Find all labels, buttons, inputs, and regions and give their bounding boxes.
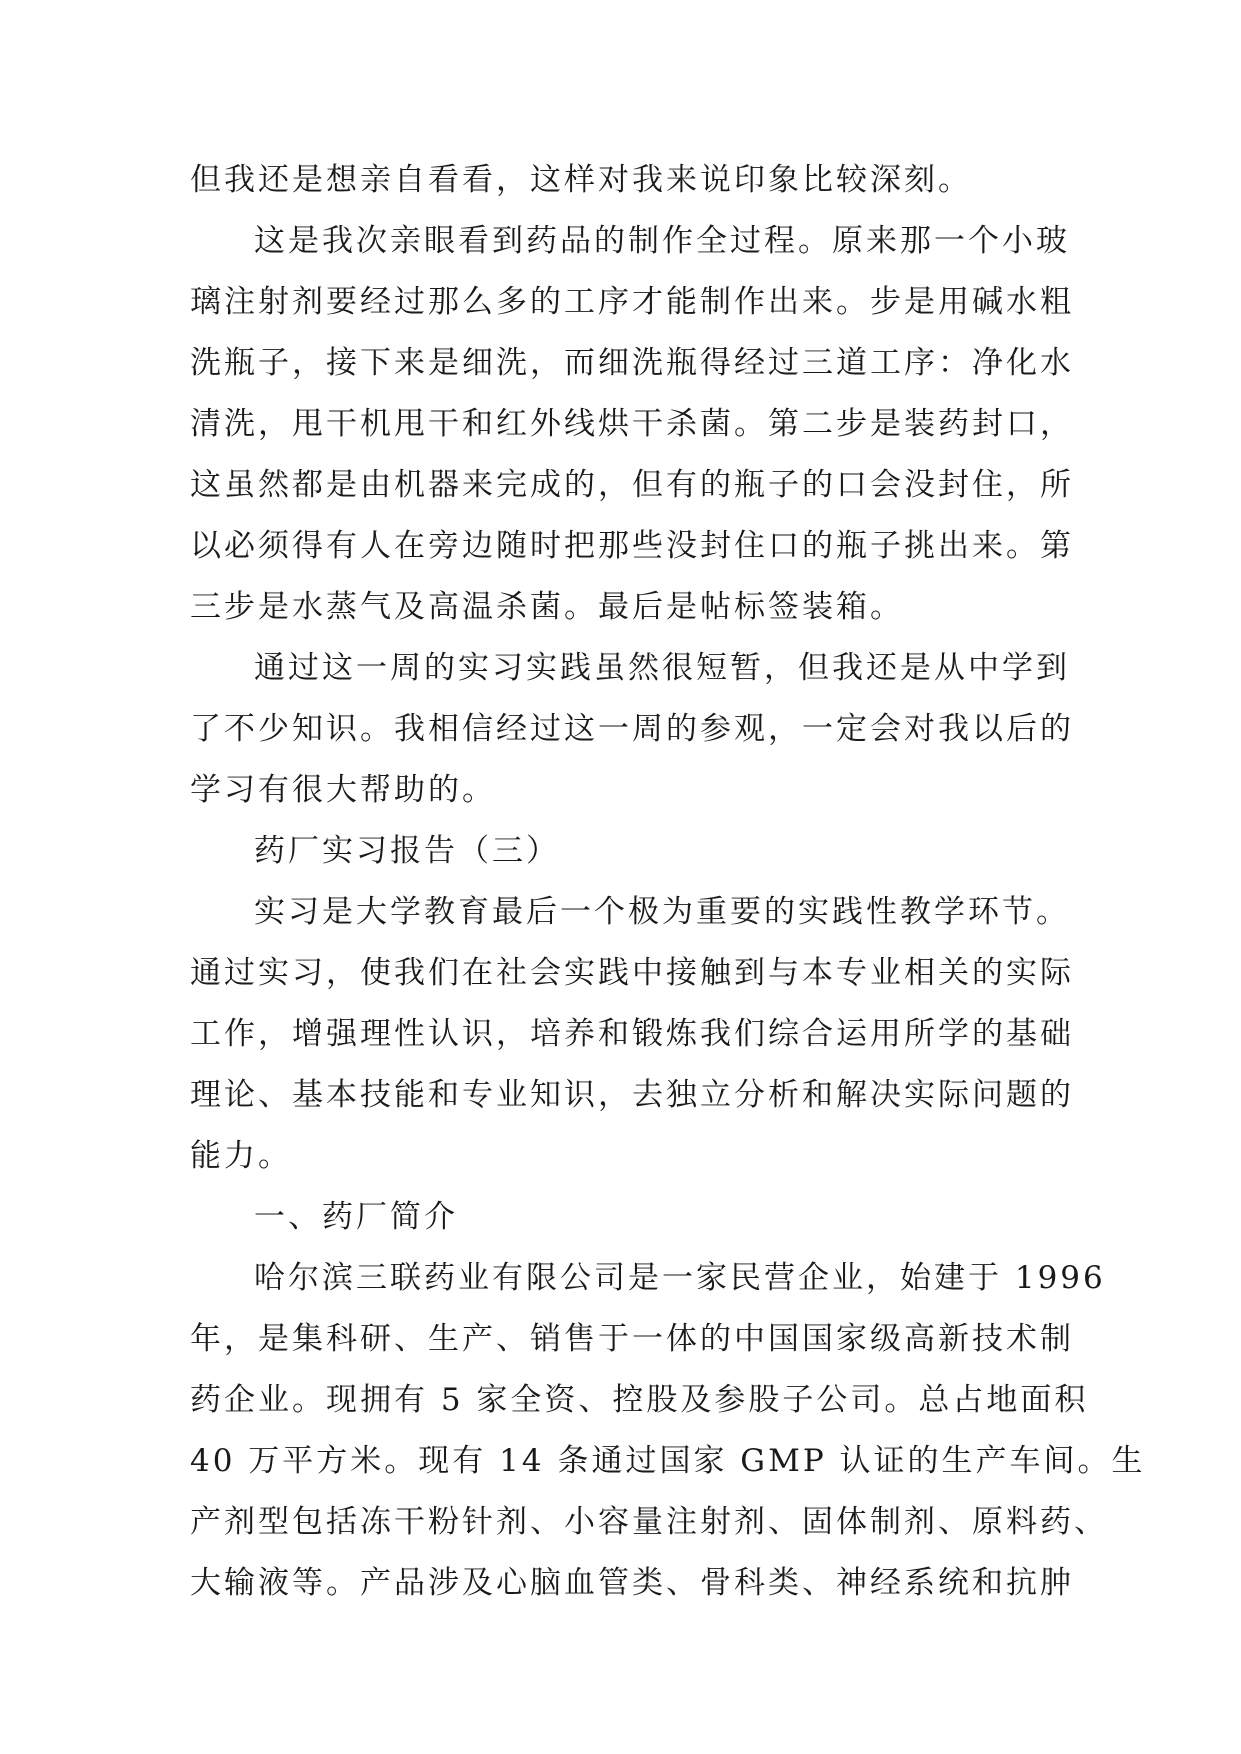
- text-line: 哈尔滨三联药业有限公司是一家民营企业，始建于 1996: [254, 1260, 1106, 1296]
- text-line: 但我还是想亲自看看，这样对我来说印象比较深刻。: [190, 162, 972, 198]
- text-line: 清洗，甩干机甩干和红外线烘干杀菌。第二步是装药封口，: [190, 406, 1074, 442]
- text-line: 以必须得有人在旁边随时把那些没封住口的瓶子挑出来。第: [190, 528, 1074, 564]
- text-line: 产剂型包括冻干粉针剂、小容量注射剂、固体制剂、原料药、: [190, 1504, 1108, 1540]
- text-line: 通过这一周的实习实践虽然很短暂，但我还是从中学到: [254, 650, 1070, 686]
- text-line: 药厂实习报告（三）: [254, 833, 560, 869]
- text-line: 实习是大学教育最后一个极为重要的实践性教学环节。: [254, 894, 1070, 930]
- text-line: 能力。: [190, 1138, 292, 1174]
- document-body: [190, 150, 1146, 1614]
- text-line: 这是我次亲眼看到药品的制作全过程。原来那一个小玻: [254, 223, 1070, 259]
- text-line: 这虽然都是由机器来完成的，但有的瓶子的口会没封住，所: [190, 467, 1074, 503]
- text-line: 大输液等。产品涉及心脑血管类、骨科类、神经系统和抗肿: [190, 1565, 1074, 1601]
- text-line: 40 万平方米。现有 14 条通过国家 GMP 认证的生产车间。生: [190, 1443, 1146, 1479]
- text-line: 三步是水蒸气及高温杀菌。最后是帖标签装箱。: [190, 589, 904, 625]
- text-line: 了不少知识。我相信经过这一周的参观，一定会对我以后的: [190, 711, 1074, 747]
- text-line: 洗瓶子，接下来是细洗，而细洗瓶得经过三道工序：净化水: [190, 345, 1074, 381]
- text-line: 通过实习，使我们在社会实践中接触到与本专业相关的实际: [190, 955, 1074, 991]
- text-line: 工作，增强理性认识，培养和锻炼我们综合运用所学的基础: [190, 1016, 1074, 1052]
- text-line: 年，是集科研、生产、销售于一体的中国国家级高新技术制: [190, 1321, 1074, 1357]
- text-line: 学习有很大帮助的。: [190, 772, 496, 808]
- text-line: 理论、基本技能和专业知识，去独立分析和解决实际问题的: [190, 1077, 1074, 1113]
- text-line: 一、药厂简介: [254, 1199, 458, 1235]
- text-line: 药企业。现拥有 5 家全资、控股及参股子公司。总占地面积: [190, 1382, 1089, 1418]
- text-line: 璃注射剂要经过那么多的工序才能制作出来。步是用碱水粗: [190, 284, 1074, 320]
